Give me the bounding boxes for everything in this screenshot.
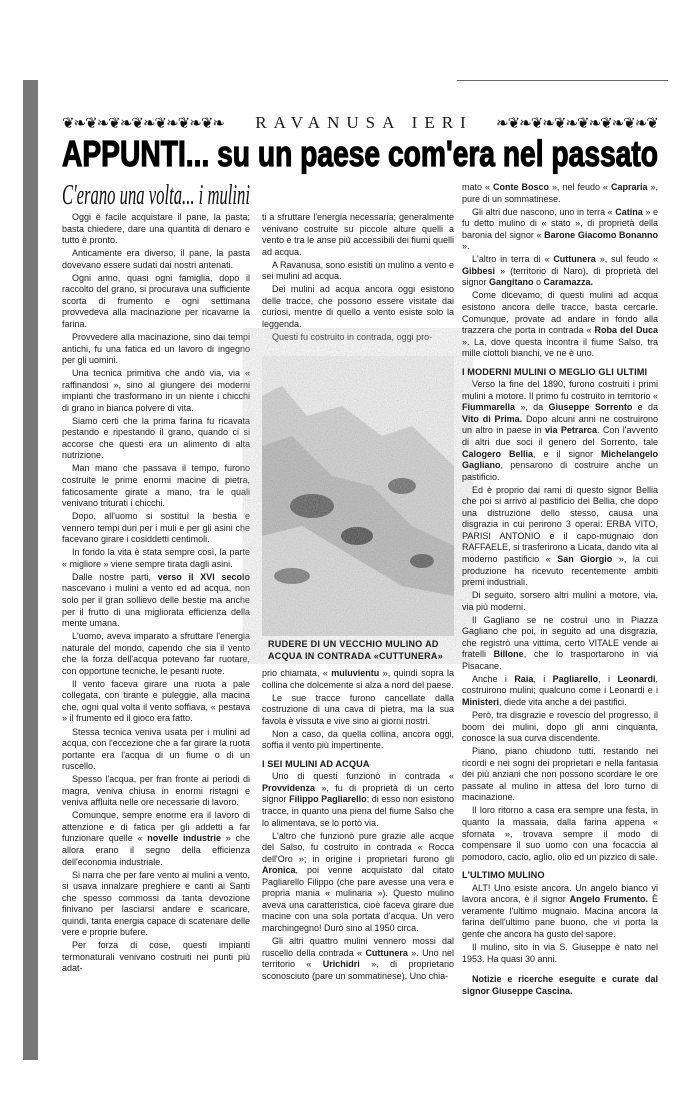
text-run: A Ravanusa, sono esistiti un mulino a vento e sei mulini ad acqua. — [262, 259, 454, 282]
text-run: Però, tra disgrazie e rovescio del progresso, il boom dei mulini, dopo gli anni cinquanta, conosce la sua curva discendente. — [462, 710, 658, 744]
text-run: Oggi è facile acquistare il pane, la pasta; basta chiedere, dare una quantità di denaro e tutto è pronto. — [62, 212, 250, 246]
bold-text: Gangitano — [489, 277, 534, 288]
text-run: Anche i — [472, 673, 515, 684]
bold-text: Vito di Prima. — [462, 413, 523, 424]
bold-text: Billone — [493, 649, 524, 660]
paragraph — [462, 290, 658, 359]
bold-text: Urichidri — [322, 959, 360, 970]
text-run: », di proprietario sconosciuto (pare un sommatinese). Uno chia- — [262, 959, 455, 981]
text-run: , i — [598, 673, 618, 684]
text-run: , costruirono mulini; qualcuno come i Leonardi e i — [462, 673, 658, 696]
bold-text: Pagliarello — [552, 673, 599, 684]
paragraph — [62, 463, 250, 509]
bold-text: Michelangelo Gagliano — [462, 448, 658, 471]
paragraph — [62, 870, 250, 939]
bold-text: Cuttunera — [365, 947, 408, 958]
bold-text: Catina — [615, 206, 643, 217]
text-run: Dopo, all'uomo si sostituì la bestia e vennero tempi duri per i muli e per gli asini che facevano girare i cosiddetti centimoli. — [62, 511, 250, 545]
paragraph — [62, 727, 250, 773]
bold-text: Aronica — [262, 865, 296, 876]
text-run: Per forza di cose, questi impianti termonaturali venivano costruiti nei punti più adat- — [62, 940, 250, 974]
text-run: Il loro ritorno a casa era sempre una festa, in quanto la massaia, dalla farina appena « sfornata », trovava sempre il modo di compensare il suo uomo con una focaccia al pomodoro, cacio, aglio, olio ed un pizzico di sale. — [462, 805, 658, 862]
paragraph — [62, 332, 250, 367]
article-column-3 — [462, 182, 658, 999]
article-column-1 — [62, 212, 250, 977]
text-run: », la cui produzione ha ricevuto recentemente ambiti premi industriali. — [462, 553, 658, 588]
text-run: Anticamente era diverso, il pane, la pasta dovevano essere sudati dai nostri antenati. — [62, 248, 250, 270]
text-run: », fu di proprietà di un certo signor — [262, 782, 454, 805]
bold-text: Caramazza. — [543, 277, 594, 288]
text-run: L'altro che funzionò pure grazie alle acque del Salso, fu costruito in contrada « Rocca dell'Oro »; in origine i proprietari furono gli — [262, 830, 454, 864]
article-column-2-top — [262, 212, 454, 345]
text-run: Stessa tecnica veniva usata per i mulini ad acqua, con l'eccezione che a far girare la ruota portante era l'acqua di un fiume o di un ruscello. — [62, 726, 250, 772]
paragraph — [262, 693, 454, 728]
text-run: Una tecnica primitiva che andò via, via « raffinandosi », sino al giungere dei moderni impianti che trasformano in un niente i chicchi di grano in bianca polvere di vita. — [62, 368, 250, 413]
text-run: , pensarono di costruire anche un pastificio. — [462, 460, 658, 482]
text-run: È veramente l'ultimo mugnaio. Macina ancora la farina dell'ultimo pane buono, che vi porta la gente che ancora ha gusto del sapore. — [462, 894, 658, 939]
paragraph — [462, 805, 658, 863]
section-kicker — [62, 112, 658, 134]
bold-text: Giuseppe Sorrento — [548, 402, 633, 413]
kicker-title: RAVANUSA IERI — [255, 113, 473, 132]
page-edge-bar — [23, 80, 38, 1060]
bold-text: Provvidenza — [262, 782, 316, 793]
text-run: », nel feudo « — [549, 182, 611, 192]
bold-text: muluvientu — [331, 668, 380, 678]
paragraph — [462, 379, 658, 483]
text-run: Dalle nostre parti, — [72, 571, 158, 582]
text-run: Ed è proprio dai rami di questo signor Bellia che poi si arrivò al pastificio dei Bellia, che dopo una distruzione dello stesso, causa una disgrazia in cui perirono 3 operai: ERBA VITO, PARISI ANTONIO e il capo-mugnaio don RAFFAELE, si trasferirono a Licata, dando vita al moderno pastificio « — [462, 484, 658, 564]
text-run: Comunque, sempre enorme era il lavoro di attenzione e di fatica per gli addetti a far funzionare quelle « — [62, 810, 250, 844]
text-run: Di seguito, sorsero altri mulini a motore, via, via più moderni. — [462, 590, 658, 612]
text-run: ». Uno nel territorio « — [262, 947, 454, 970]
text-run: , e il signor — [533, 448, 601, 459]
paragraph — [262, 284, 454, 330]
bold-text: via Petrarca — [545, 425, 597, 436]
paragraph — [262, 729, 454, 752]
bold-text: Roba del Duca — [594, 325, 659, 336]
text-run: », da — [515, 402, 549, 413]
paragraph — [62, 679, 250, 725]
paragraph — [462, 590, 658, 613]
bold-text: Filippo Pagliarello — [289, 794, 367, 805]
paragraph — [262, 332, 454, 344]
text-run: Provvedere alla macinazione, sino dai tempi antichi, fu una fatica ed un lavoro di ingegno per gli uomini. — [62, 331, 250, 366]
paragraph — [62, 248, 250, 271]
paragraph — [62, 547, 250, 570]
text-run: Gli altri due nascono, uno in terra « — [472, 206, 616, 217]
text-run: Non a caso, da quella collina, ancora oggi, soffia il vento più impertinente. — [262, 728, 454, 751]
bold-text: Raia — [514, 673, 534, 684]
text-run: » (territorio di Naro), di proprietà del signor — [462, 265, 658, 288]
paragraph — [62, 416, 250, 462]
paragraph — [62, 631, 250, 677]
text-run: . Con l'avvento di altri due soci il genero del Sorrento, tale — [462, 425, 658, 447]
headline — [62, 134, 658, 172]
text-run: , poi venne acquistato dal citato Pagliarello Filippo (che pare avesse una vera e propria mania « mulinaria »). Questo mulino aveva una caratteristica, cioè faceva girare due macine con una sola portata d'acqua. Un vero marchingegno! Durò sino al 1950 circa. — [262, 865, 454, 933]
paragraph — [62, 511, 250, 546]
paragraph — [262, 771, 454, 829]
bold-text: novelle industrie — [147, 833, 221, 844]
paragraph — [462, 942, 658, 965]
paragraph — [462, 182, 658, 205]
text-run: nascevano i mulini a vento ed ad acqua, non solo per il gran sollievo delle bestie ma anche per il frutto di una migliorata efficienza della mente umana. — [62, 583, 250, 629]
paragraph — [262, 936, 454, 982]
subtitle-text: C'erano una volta... i mulini — [62, 179, 250, 211]
text-run: Dei mulini ad acqua ancora oggi esistono delle tracce, che possono essere visitate dai curiosi, mentre di quello a vento esiste solo la leggenda. — [262, 284, 454, 329]
bold-text: Gibbesi — [462, 265, 496, 276]
floral-ornament-icon: ❧❦❧❦❧❦❧❦❧❦❧❦❧❦ — [496, 114, 658, 132]
paragraph — [462, 207, 658, 253]
paragraph — [262, 668, 454, 691]
bold-text: Calogero Bellia — [462, 448, 534, 459]
text-run: o — [533, 277, 544, 288]
paragraph — [62, 273, 250, 331]
text-run: prio chiamata, « — [262, 668, 332, 678]
paragraph — [462, 485, 658, 589]
text-run: L'uomo, aveva imparato a sfruttare l'energia naturale del mondo, capendo che sia il vento che la forza dell'acqua potevano far ruotare, con opportune tecniche, le pesanti ruote. — [62, 631, 250, 676]
text-run: Come dicevamo, di questi mulini ad acqua esistono ancora delle tracce, basta cercarle. Comunque, provate ad andare in fondo alla trazzera che porta in contrada « — [462, 290, 658, 336]
text-run: Il mulino, sito in via S. Giuseppe è nato nel 1953. Ha quasi 30 anni. — [462, 941, 658, 964]
paragraph — [62, 774, 250, 809]
text-run: ; di esso non esistono tracce, in quanto una piena del fiume Salso che lo alimentava, se lo portò via. — [262, 794, 455, 828]
text-run: ». — [462, 241, 470, 252]
top-rule — [457, 80, 668, 81]
text-run: e da — [632, 402, 658, 413]
section-heading: I MODERNI MULINI O MEGLIO GLI ULTIMI — [462, 366, 648, 377]
paragraph — [462, 674, 658, 709]
paragraph — [62, 810, 250, 868]
paragraph — [262, 260, 454, 283]
author-credit — [462, 974, 658, 997]
text-run: Ogni anno, quasi ogni famiglia, dopo il raccolto del grano, si procurava una sufficiente scorta di frumento e ogni settimana provvedeva alla macinazione per ricavarne la farina. — [62, 272, 250, 329]
text-run: mato « — [462, 182, 493, 192]
paragraph — [262, 212, 454, 258]
text-run: Questi fu costruito in contrada, oggi pro- — [272, 331, 433, 342]
bold-text: Capraria — [610, 182, 648, 192]
text-run: Uno di questi funzionò in contrada « — [272, 771, 454, 782]
paragraph — [62, 940, 250, 975]
paragraph — [462, 710, 658, 745]
text-run: Siamo certi che la prima farina fu ricavata pestando e ripestando il grano, quando ci si accorse che questi era un alimento di alta nutrizione. — [62, 415, 250, 461]
paragraph — [62, 212, 250, 247]
mill-ruin-photo — [262, 356, 454, 636]
text-run: », pure di un sommatinese. — [462, 182, 659, 204]
text-run: ALT! Uno esiste ancora. Un angelo bianco vi lavora ancora, è il signor — [462, 882, 658, 905]
text-run: L'altro in terra di « — [472, 254, 554, 265]
text-run: Si narra che per fare vento ai mulini a vento, si usava innalzare preghiere e canti ai Santi che spesso commossi da tanta devozione finivano per lasciarsi andare e scaricare, quindi, tanta energia capace di scatenare delle vere e proprie bufere. — [62, 869, 250, 938]
photo-caption: RUDERE DI UN VECCHIO MULINO AD ACQUA IN CONTRADA «CUTTUNERA» — [268, 639, 444, 661]
paragraph — [62, 368, 250, 414]
paragraph — [462, 615, 658, 673]
text-run: , che lo trasportarono in via Pisacane. — [462, 649, 659, 671]
text-run: Verso la fine del 1890, furono costruiti i primi mulini a motore. Il primo fu costruito in territorio « — [462, 379, 658, 401]
floral-ornament-icon: ❦❧❦❧❦❧❦❧❦❧❦❧❦❧ — [62, 114, 224, 132]
bold-text: Angelo Frumento. — [569, 894, 649, 905]
text-run: , i — [533, 673, 553, 684]
bold-text: Fiummarella — [462, 402, 516, 413]
text-run: Dopo alcuni anni ne costruirono un altro in paese in — [462, 413, 658, 436]
section-heading: L'ULTIMO MULINO — [462, 870, 545, 881]
text-run: », sul feudo « — [595, 254, 658, 265]
text-run: Man mano che passava il tempo, furono costruite le prime enormi macine di pietra, faticosamente girate a mano, tra le quali venivano triturati i chicchi. — [62, 463, 250, 509]
bold-text: verso il XVI secolo — [157, 571, 250, 582]
text-run: Notizie e ricerche eseguite e curate dal signor Giuseppe Cascina. — [462, 974, 658, 996]
section-heading: I SEI MULINI AD ACQUA — [262, 758, 370, 769]
text-run: Il vento faceva girare una ruota a pale collegata, con tirante e puleggie, alla macina che, ogni qual volta il vento soffiava, « pestava » il frumento ed il gioco era fatto. — [62, 678, 250, 724]
text-run: Piano, piano chiudono tutti, restando nei ricordi e nei sogni dei proprietari e nella fantasia dei più anziani che non possono scordare le ore passate al mulino in attesa del loro turno di macinazione. — [462, 746, 658, 803]
text-run: Il Gagliano se ne costruì uno in Piazza Gagliano che poi, in seguito ad una disgrazia, che registrò una vittima, certo VITALE vende ai fratelli — [462, 614, 658, 660]
paragraph — [62, 572, 250, 630]
paragraph — [462, 883, 658, 941]
text-run: In fondo la vita è stata sempre così, la parte « migliore » viene sempre tirata dagli asini. — [62, 547, 250, 569]
text-run: ti a sfruttare l'energia necessaria; generalmente venivano costruite su piccole alture quelli a vento e tra le anse più accessibili dei fiumi quelli ad acqua. — [262, 212, 454, 257]
paragraph — [262, 831, 454, 935]
bold-text: Barone Giacomo Bonanno — [544, 229, 658, 240]
article-column-2-bottom — [262, 668, 454, 984]
text-run: , diede vita anche a dei pastifici. — [499, 697, 627, 708]
paragraph — [462, 254, 658, 289]
text-run: Gli altri quattro mulini vennero mossi dal ruscello della contrada « — [262, 936, 454, 958]
text-run: Spesso l'acqua, per fran fronte ai periodi di magra, veniva chiusa in enormi ristagni e veniva affluita nelle ore necessarie di lavoro. — [62, 774, 250, 808]
bold-text: Ministeri — [462, 697, 500, 708]
text-run: ». La, dove questa incontra il fiume Salso, tra mille ciottoli bianchi, ve ne è uno. — [462, 336, 658, 359]
bold-text: Conte Bosco — [493, 182, 549, 192]
bold-text: San Giorgio — [557, 553, 613, 564]
text-run: Le sue tracce furono cancellate dalla costruzione di una cava di pietra, ma la sua favola è vissuta e vive sino ai giorni nostri. — [262, 692, 454, 726]
text-run: » e fu detto mulino di « stato », di proprietà della baronia del signor « — [462, 206, 658, 240]
subtitle — [62, 176, 252, 212]
text-run: », quindi sopra la collina che dolcemente si alza a nord del paese. — [262, 668, 454, 690]
headline-text: APPUNTI... su un paese com'era nel passato — [62, 133, 658, 174]
bold-text: Cuttunera — [553, 254, 596, 265]
text-run: » che allora erano il segno della efficienza dell'economia industriale. — [62, 833, 250, 867]
bold-text: Leonardi — [617, 673, 656, 684]
paragraph — [462, 746, 658, 804]
